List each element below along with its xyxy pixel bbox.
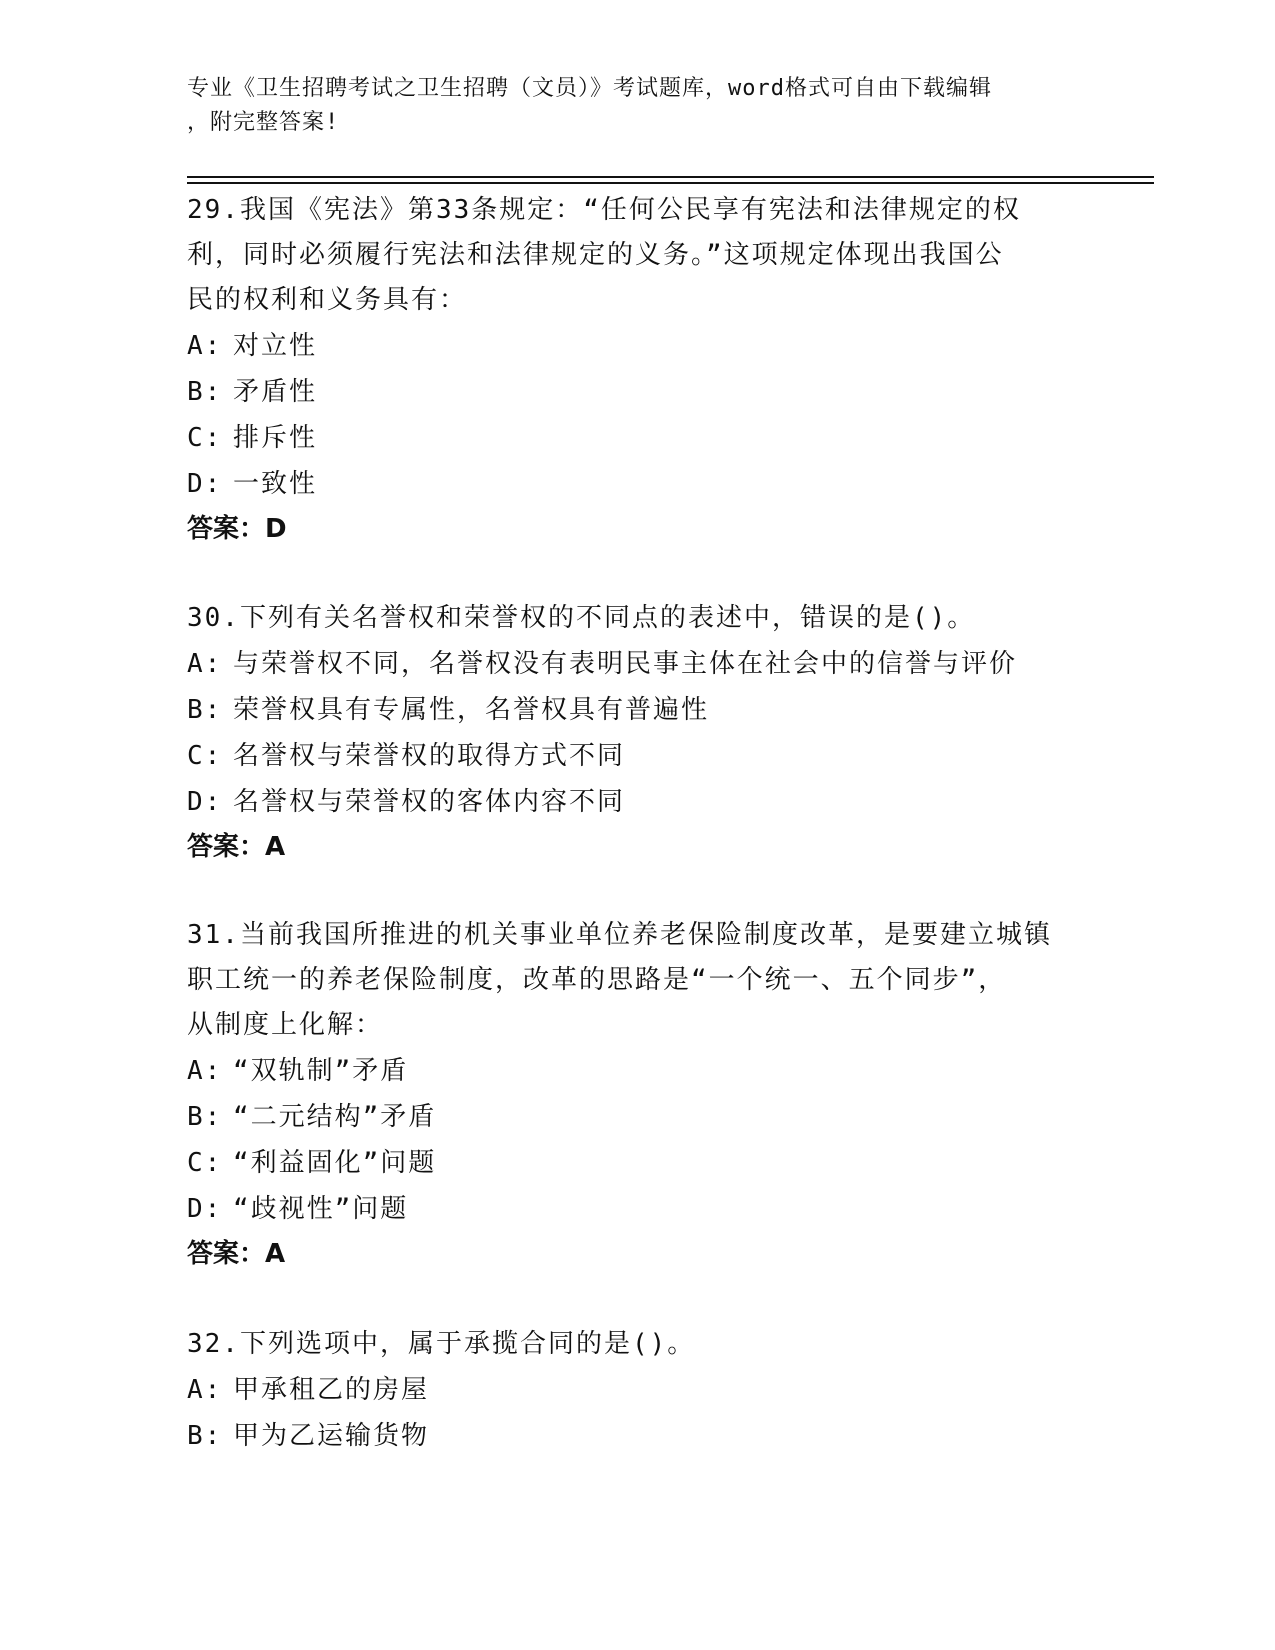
answer-line: 答案：A bbox=[187, 832, 286, 862]
option-text: 名誉权与荣誉权的客体内容不同 bbox=[233, 787, 626, 817]
option-letter: B: bbox=[187, 377, 223, 407]
option-b bbox=[187, 1414, 1087, 1459]
option-text: “双轨制”矛盾 bbox=[233, 1056, 409, 1086]
option-a bbox=[187, 1368, 1087, 1413]
question-30 bbox=[187, 596, 1087, 870]
question-32 bbox=[187, 1322, 1087, 1459]
option-text: 一致性 bbox=[233, 469, 318, 499]
question-stem-line: 31.当前我国所推进的机关事业单位养老保险制度改革，是要建立城镇 bbox=[187, 920, 1052, 950]
option-text: 排斥性 bbox=[233, 423, 318, 453]
answer-line: 答案：A bbox=[187, 1239, 286, 1269]
option-d bbox=[187, 462, 1087, 507]
option-c bbox=[187, 734, 1087, 779]
option-text: 荣誉权具有专属性，名誉权具有普遍性 bbox=[233, 695, 710, 725]
option-text: “歧视性”问题 bbox=[233, 1194, 409, 1224]
option-text: “利益固化”问题 bbox=[233, 1148, 437, 1178]
option-a bbox=[187, 1049, 1087, 1094]
header-divider-top bbox=[187, 176, 1154, 178]
option-letter: B: bbox=[187, 1102, 223, 1132]
question-31 bbox=[187, 913, 1087, 1277]
option-text: 与荣誉权不同，名誉权没有表明民事主体在社会中的信誉与评价 bbox=[233, 649, 1018, 679]
question-stem-line: 利，同时必须履行宪法和法律规定的义务。”这项规定体现出我国公 bbox=[187, 240, 1004, 270]
option-letter: D: bbox=[187, 787, 223, 817]
option-b bbox=[187, 1095, 1087, 1140]
answer-line: 答案：D bbox=[187, 514, 287, 544]
option-b bbox=[187, 370, 1087, 415]
option-letter: D: bbox=[187, 1194, 223, 1224]
question-stem-line: 民的权利和义务具有： bbox=[187, 285, 468, 315]
question-stem-line: 职工统一的养老保险制度，改革的思路是“一个统一、五个同步”， bbox=[187, 965, 1007, 995]
option-text: 名誉权与荣誉权的取得方式不同 bbox=[233, 741, 626, 771]
option-text: 对立性 bbox=[233, 331, 318, 361]
document-header bbox=[187, 72, 1067, 140]
option-letter: A: bbox=[187, 331, 223, 361]
option-a bbox=[187, 324, 1087, 369]
option-letter: D: bbox=[187, 469, 223, 499]
question-29 bbox=[187, 188, 1087, 552]
option-letter: B: bbox=[187, 695, 223, 725]
option-a bbox=[187, 642, 1087, 687]
question-stem-line: 从制度上化解： bbox=[187, 1010, 384, 1040]
option-letter: B: bbox=[187, 1421, 223, 1451]
question-stem-line: 29.我国《宪法》第33条规定：“任何公民享有宪法和法律规定的权 bbox=[187, 195, 1021, 225]
option-letter: C: bbox=[187, 741, 223, 771]
option-letter: A: bbox=[187, 649, 223, 679]
header-line-1: 专业《卫生招聘考试之卫生招聘（文员）》考试题库，word格式可自由下载编辑 bbox=[187, 76, 992, 101]
option-b bbox=[187, 688, 1087, 733]
option-text: 矛盾性 bbox=[233, 377, 318, 407]
option-letter: C: bbox=[187, 1148, 223, 1178]
option-d bbox=[187, 780, 1087, 825]
option-letter: A: bbox=[187, 1056, 223, 1086]
option-c bbox=[187, 416, 1087, 461]
question-stem-line: 30.下列有关名誉权和荣誉权的不同点的表述中，错误的是()。 bbox=[187, 603, 976, 633]
option-letter: A: bbox=[187, 1375, 223, 1405]
option-text: “二元结构”矛盾 bbox=[233, 1102, 437, 1132]
option-text: 甲为乙运输货物 bbox=[233, 1421, 430, 1451]
option-c bbox=[187, 1141, 1087, 1186]
option-d bbox=[187, 1187, 1087, 1232]
question-stem-line: 32.下列选项中，属于承揽合同的是()。 bbox=[187, 1329, 696, 1359]
option-text: 甲承租乙的房屋 bbox=[233, 1375, 430, 1405]
option-letter: C: bbox=[187, 423, 223, 453]
header-divider-bottom bbox=[187, 182, 1154, 184]
header-line-2: ，附完整答案! bbox=[187, 110, 340, 135]
